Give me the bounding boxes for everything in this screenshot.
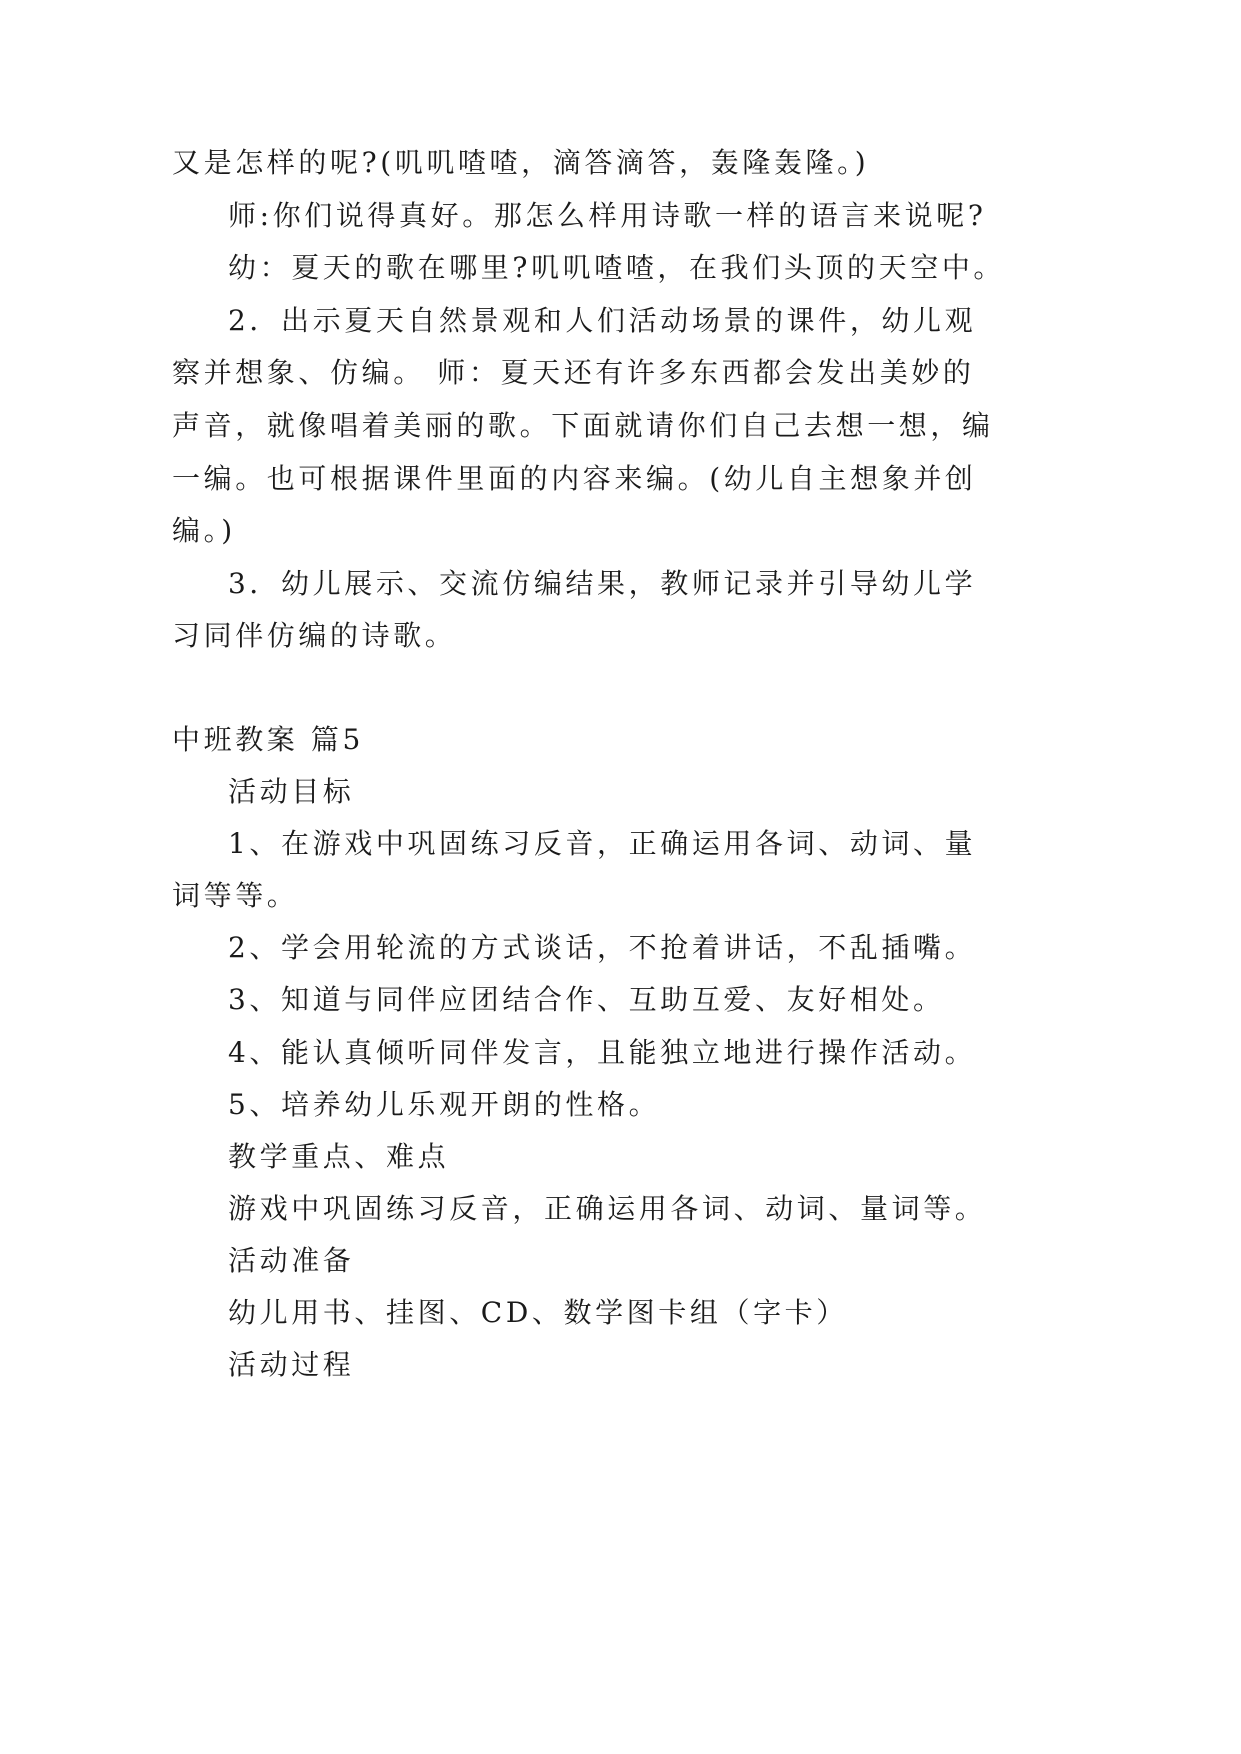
text-line: 5、培养幼儿乐观开朗的性格。 [228,1087,661,1121]
text-line: 2．出示夏天自然景观和人们活动场景的课件，幼儿观 [228,303,977,337]
subheading-process: 活动过程 [228,1348,355,1382]
section-title: 中班教案 篇5 [172,723,364,756]
text-line: 习同伴仿编的诗歌。 [172,619,457,653]
text-line: 2、学会用轮流的方式谈话，不抢着讲话，不乱插嘴。 [228,931,977,965]
text-line: 幼儿用书、挂图、CD、数学图卡组（字卡） [228,1296,848,1330]
text-line: 又是怎样的呢?(叽叽喳喳，滴答滴答，轰隆轰隆。) [172,146,870,179]
subheading-key-points: 教学重点、难点 [228,1139,450,1173]
text-line: 声音，就像唱着美丽的歌。下面就请你们自己去想一想，编 [172,408,994,442]
previous-section-text [0,137,1241,663]
section-5 [0,714,1241,1391]
text-line: 词等等。 [172,879,299,913]
text-line: 3、知道与同伴应团结合作、互助互爱、友好相处。 [228,983,945,1017]
text-line: 4、能认真倾听同伴发言，且能独立地进行操作活动。 [228,1035,977,1069]
text-line: 1、在游戏中巩固练习反音，正确运用各词、动词、量 [228,827,977,861]
text-line: 一编。也可根据课件里面的内容来编。(幼儿自主想象并创 [172,461,977,495]
subheading-goals: 活动目标 [228,775,355,809]
text-line: 察并想象、仿编。 师：夏天还有许多东西都会发出美妙的 [172,356,975,390]
subheading-preparation: 活动准备 [228,1243,355,1277]
text-line: 游戏中巩固练习反音，正确运用各词、动词、量词等。 [228,1191,987,1225]
text-line: 3．幼儿展示、交流仿编结果，教师记录并引导幼儿学 [228,566,977,600]
text-line: 编。) [172,514,236,548]
text-line: 幼：夏天的歌在哪里?叽叽喳喳，在我们头顶的天空中。 [228,251,1006,285]
text-line: 师:你们说得真好。那怎么样用诗歌一样的语言来说呢? [228,198,987,232]
